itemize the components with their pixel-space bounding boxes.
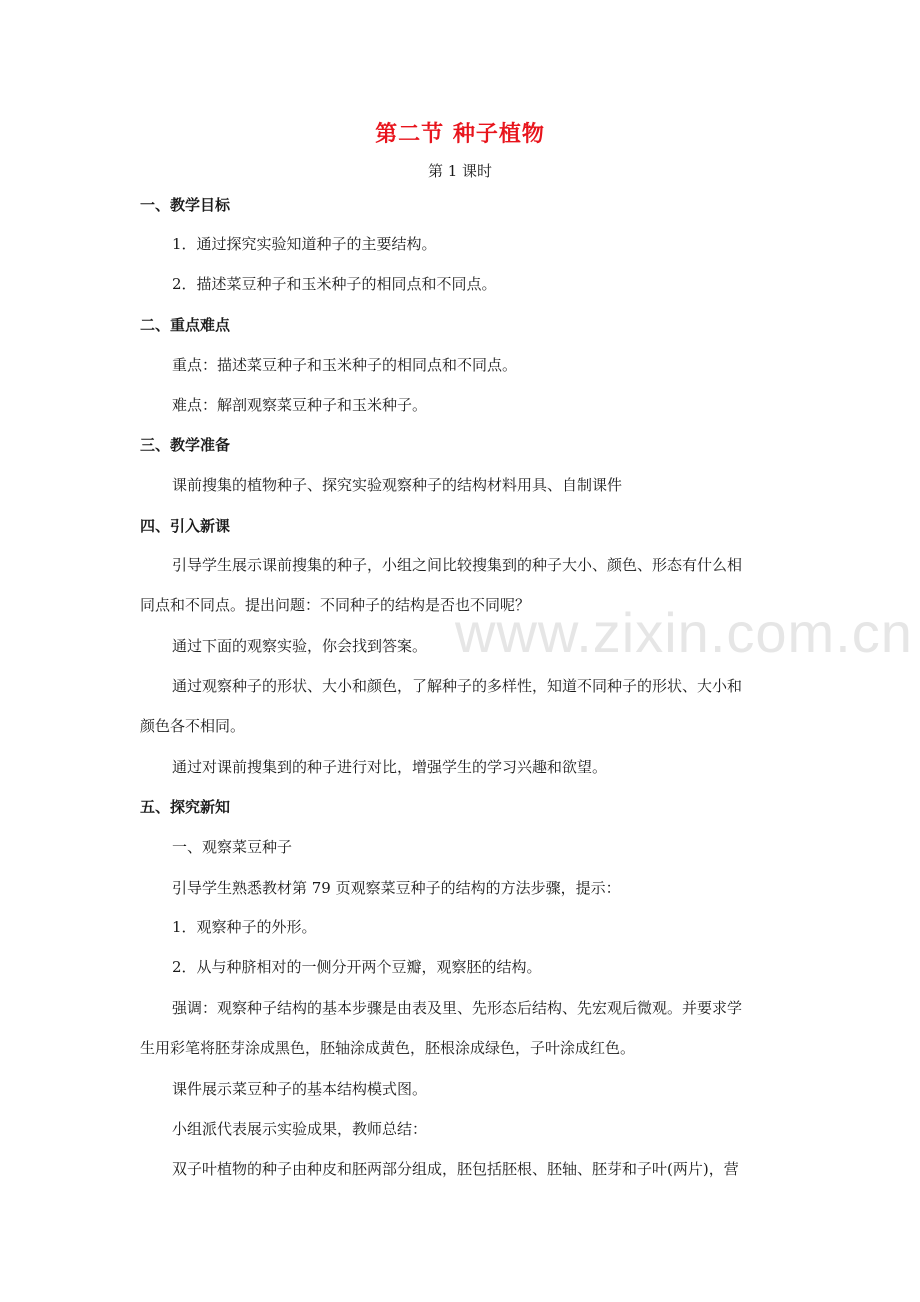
paragraph: 小组派代表展示实验成果，教师总结：	[172, 1120, 428, 1138]
paragraph: 1．观察种子的外形。	[172, 918, 317, 936]
paragraph: 课前搜集的植物种子、探究实验观察种子的结构材料用具、自制课件	[172, 476, 623, 494]
paragraph: 重点：描述菜豆种子和玉米种子的相同点和不同点。	[172, 356, 518, 374]
section-heading-key-points: 二、重点难点	[140, 316, 231, 334]
paragraph-line: 双子叶植物的种子由种皮和胚两部分组成，胚包括胚根、胚轴、胚芽和子叶(两片)，营	[172, 1160, 739, 1178]
paragraph-line: 引导学生展示课前搜集的种子，小组之间比较搜集到的种子大小、颜色、形态有什么相	[172, 556, 743, 574]
watermark: www.zixin.com.cn	[455, 601, 913, 664]
paragraph-line: 通过观察种子的形状、大小和颜色，了解种子的多样性，知道不同种子的形状、大小和	[172, 677, 743, 695]
paragraph: 难点：解剖观察菜豆种子和玉米种子。	[172, 396, 428, 414]
document-subtitle: 第 1 课时	[427, 162, 493, 180]
paragraph-line: 颜色各不相同。	[140, 717, 246, 735]
paragraph: 2．从与种脐相对的一侧分开两个豆瓣，观察胚的结构。	[172, 958, 542, 976]
section-heading-exploration: 五、探究新知	[140, 798, 231, 816]
section-heading-objectives: 一、教学目标	[140, 196, 231, 214]
paragraph: 通过下面的观察实验，你会找到答案。	[172, 637, 428, 655]
paragraph: 引导学生熟悉教材第 79 页观察菜豆种子的结构的方法步骤，提示：	[172, 879, 621, 897]
paragraph: 通过对课前搜集到的种子进行对比，增强学生的学习兴趣和欲望。	[172, 758, 608, 776]
section-heading-preparation: 三、教学准备	[140, 436, 231, 454]
sub-heading: 一、观察菜豆种子	[172, 838, 293, 856]
paragraph-line: 同点和不同点。提出问题：不同种子的结构是否也不同呢？	[140, 596, 531, 614]
section-heading-introduction: 四、引入新课	[140, 517, 231, 535]
document-title: 第二节 种子植物	[375, 122, 545, 147]
paragraph: 2．描述菜豆种子和玉米种子的相同点和不同点。	[172, 275, 497, 293]
paragraph: 课件展示菜豆种子的基本结构模式图。	[172, 1080, 428, 1098]
paragraph-line: 生用彩笔将胚芽涂成黑色，胚轴涂成黄色，胚根涂成绿色，子叶涂成红色。	[140, 1039, 636, 1057]
paragraph-line: 强调：观察种子结构的基本步骤是由表及里、先形态后结构、先宏观后微观。并要求学	[172, 999, 743, 1017]
paragraph: 1．通过探究实验知道种子的主要结构。	[172, 235, 437, 253]
